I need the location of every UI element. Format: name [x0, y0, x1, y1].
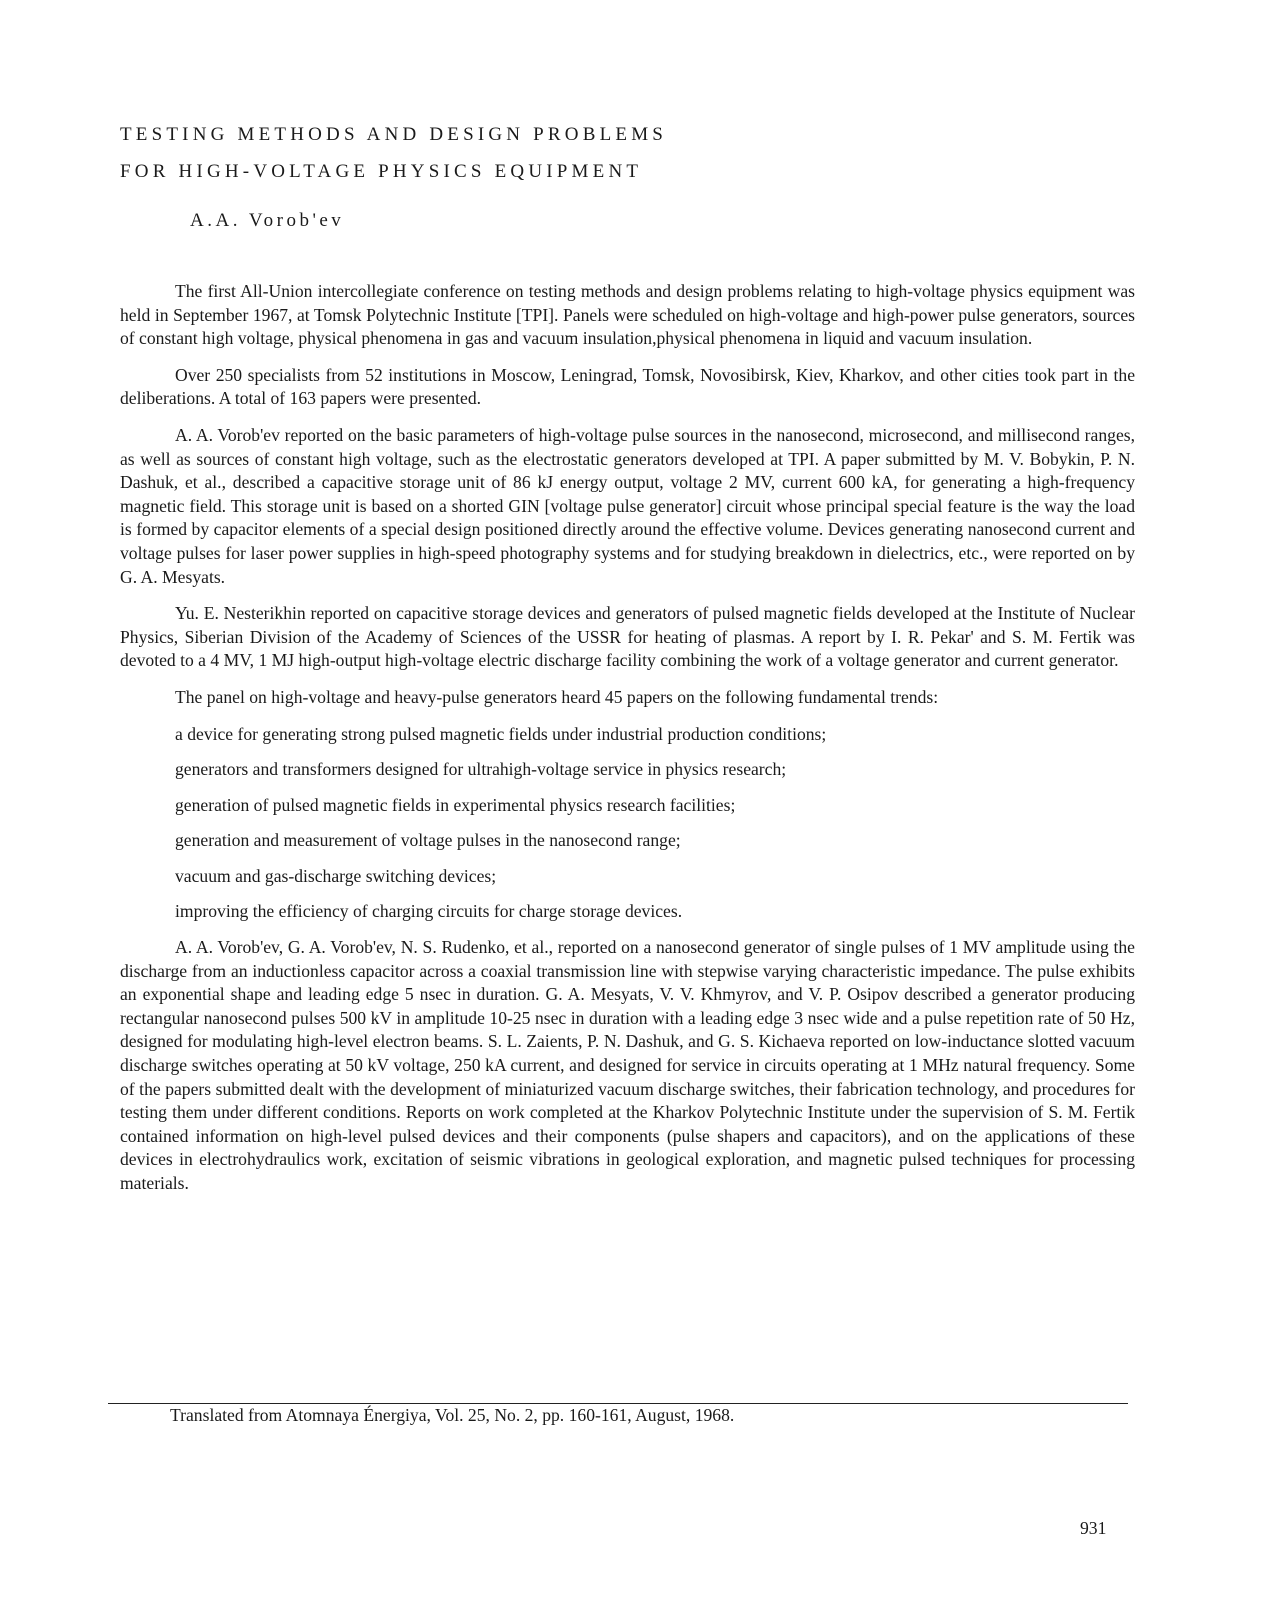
trend-item: generators and transformers designed for ultrahigh-voltage service in physics research; — [175, 759, 787, 780]
title-line-2: FOR HIGH-VOLTAGE PHYSICS EQUIPMENT — [120, 161, 643, 182]
page-number: 931 — [1080, 1518, 1107, 1538]
trend-item: a device for generating strong pulsed magnetic fields under industrial production conditions; — [175, 723, 827, 744]
paragraph: The panel on high-voltage and heavy-pulse generators heard 45 papers on the following fundamental trends: — [175, 686, 939, 707]
article-body — [120, 280, 1135, 1209]
paragraph: A. A. Vorob'ev reported on the basic parameters of high-voltage pulse sources in the nanosecond, microsecond, and millisecond ranges, as well as sources of constant high voltage, such as the electrostatic generators developed at TPI. A paper submitted by M. V. Bobykin, P. N. Dashuk, et al., described a capacitive storage unit of 86 kJ energy output, voltage 2 MV, current 600 kA, for generating a high-frequency magnetic field. This storage unit is based on a shorted GIN [voltage pulse generator] circuit whose principal special feature is the way the load is formed by capacitor elements of a special design positioned directly around the effective volume. Devices generating nanosecond current and voltage pulses for laser power supplies in high-speed photography systems and for studying breakdown in dielectrics, etc., were reported on by G. A. Mesyats. — [120, 424, 1135, 587]
trend-item: generation and measurement of voltage pulses in the nanosecond range; — [175, 830, 681, 851]
title-line-1: TESTING METHODS AND DESIGN PROBLEMS — [120, 124, 668, 145]
footnote: Translated from Atomnaya Énergiya, Vol. 25, No. 2, pp. 160-161, August, 1968. — [170, 1405, 735, 1425]
paragraph: The first All-Union intercollegiate conference on testing methods and design problems relating to high-voltage physics equipment was held in September 1967, at Tomsk Polytechnic Institute [TPI]. Panels were scheduled on high-voltage and high-power pulse generators, sources of constant high voltage, physical phenomena in gas and vacuum insulation,physical phenomena in liquid and vacuum insulation. — [120, 281, 1135, 349]
trend-item: improving the efficiency of charging circuits for charge storage devices. — [175, 901, 683, 922]
trend-item: vacuum and gas-discharge switching devices; — [175, 865, 497, 886]
footnote-rule — [108, 1403, 1128, 1404]
paragraph: Over 250 specialists from 52 institutions in Moscow, Leningrad, Tomsk, Novosibirsk, Kiev, Kharkov, and other cities took part in the deliberations. A total of 163 papers were presented. — [120, 364, 1135, 409]
trend-item: generation of pulsed magnetic fields in experimental physics research facilities; — [175, 794, 736, 815]
author: A.A. Vorob'ev — [190, 210, 345, 231]
paragraph: A. A. Vorob'ev, G. A. Vorob'ev, N. S. Rudenko, et al., reported on a nanosecond generator of single pulses of 1 MV amplitude using the discharge from an inductionless capacitor across a coaxial transmission line with stepwise varying characteristic impedance. The pulse exhibits an exponential shape and leading edge 5 nsec in duration. G. A. Mesyats, V. V. Khmyrov, and V. P. Osipov described a generator producing rectangular nanosecond pulses 500 kV in amplitude 10-25 nsec in duration with a leading edge 3 nsec wide and a pulse repetition rate of 50 Hz, designed for modulating high-level electron beams. S. L. Zaients, P. N. Dashuk, and G. S. Kichaeva reported on low-inductance slotted vacuum discharge switches operating at 50 kV voltage, 250 kA current, and designed for service in circuits operating at 1 MHz natural frequency. Some of the papers submitted dealt with the development of miniaturized vacuum discharge switches, their fabrication technology, and procedures for testing them under different conditions. Reports on work completed at the Kharkov Polytechnic Institute under the supervision of S. M. Fertik contained information on high-level pulsed devices and their components (pulse shapers and capacitors), and on the applications of these devices in electrohydraulics work, excitation of seismic vibrations in geological exploration, and magnetic pulsed techniques for processing materials. — [120, 937, 1135, 1193]
paragraph: Yu. E. Nesterikhin reported on capacitive storage devices and generators of pulsed magnetic fields developed at the Institute of Nuclear Physics, Siberian Division of the Academy of Sciences of the USSR for heating of plasmas. A report by I. R. Pekar' and S. M. Fertik was devoted to a 4 MV, 1 MJ high-output high-voltage electric discharge facility combining the work of a voltage generator and current generator. — [120, 603, 1135, 671]
